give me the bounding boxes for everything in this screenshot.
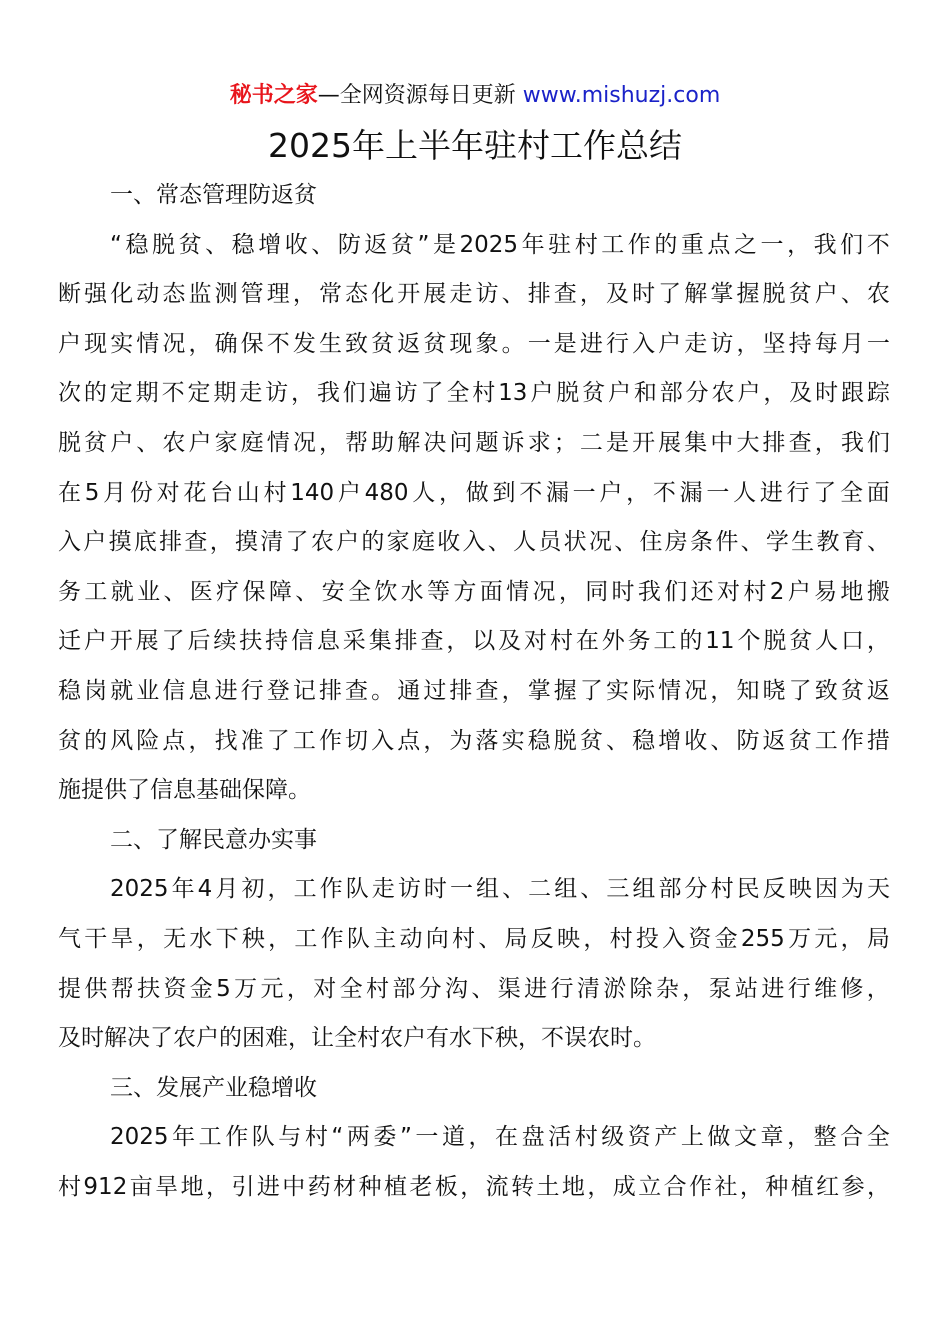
document-body — [58, 171, 890, 1212]
paragraph-line: 稳 岗 就 业 信 息 进 行 登 记 排 查 。 通 过 排 查 ， 掌 握 了 实 际 情 况 ， 知 晓 了 致 贫 返 — [58, 677, 890, 704]
paragraph-line: 次 的 定 期 不 定 期 走 访 ， 我 们 遍 访 了 全 村 13 户 脱 贫 户 和 部 分 农 户 ， 及 时 跟 踪 — [58, 380, 890, 407]
paragraph-line: 断 强 化 动 态 监 测 管 理 ， 常 态 化 开 展 走 访 、 排 查 ， 及 时 了 解 掌 握 脱 贫 户 、 农 — [58, 281, 890, 308]
paragraph-line: 脱 贫 户 、 农 户 家 庭 情 况 ， 帮 助 解 决 问 题 诉 求 ； 二 是 开 展 集 中 大 排 查 ， 我 们 — [58, 429, 890, 456]
paragraph-line: “ 稳 脱 贫 、 稳 增 收 、 防 返 贫 ” 是 2025 年 驻 村 工 作 的 重 点 之 一 ， 我 们 不 — [110, 231, 890, 258]
header-tagline: —全网资源每日更新 — [317, 83, 516, 108]
section-heading: 二、了解民意办实事 — [110, 826, 317, 853]
site-url[interactable]: www.mishuzj.com — [522, 83, 721, 108]
paragraph-line: 气 干 旱 ， 无 水 下 秧 ， 工 作 队 主 动 向 村 、 局 反 映 ， 村 投 入 资 金 255 万 元 ， 局 — [58, 925, 890, 952]
site-header — [0, 80, 950, 112]
paragraph-line: 及时解决了农户的困难，让全村农户有水下秧，不误农时。 — [58, 1025, 656, 1052]
section-heading: 一、常态管理防返贫 — [110, 182, 317, 208]
paragraph-line: 村 912 亩 旱 地 ， 引 进 中 药 材 种 植 老 板 ， 流 转 土 地 ， 成 立 合 作 社 ， 种 植 红 参 ， — [58, 1173, 890, 1200]
brand-name: 秘书之家 — [229, 83, 318, 108]
paragraph-line: 施提供了信息基础保障。 — [58, 777, 311, 804]
paragraph-line: 贫 的 风 险 点 ， 找 准 了 工 作 切 入 点 ， 为 落 实 稳 脱 贫 、 稳 增 收 、 防 返 贫 工 作 措 — [58, 727, 890, 754]
section-heading: 三、发展产业稳增收 — [110, 1074, 317, 1101]
paragraph-line: 2025 年 4 月 初 ， 工 作 队 走 访 时 一 组 、 二 组 、 三 组 部 分 村 民 反 映 因 为 天 — [110, 876, 890, 903]
paragraph-line: 入 户 摸 底 排 查 ， 摸 清 了 农 户 的 家 庭 收 入 、 人 员 状 况 、 住 房 条 件 、 学 生 教 育 、 — [58, 529, 890, 556]
paragraph-line: 迁 户 开 展 了 后 续 扶 持 信 息 采 集 排 查 ， 以 及 对 村 在 外 务 工 的 11 个 脱 贫 人 口 ， — [58, 628, 890, 655]
paragraph-line: 2025 年 工 作 队 与 村 “ 两 委 ” 一 道 ， 在 盘 活 村 级 资 产 上 做 文 章 ， 整 合 全 — [110, 1124, 890, 1151]
document-title: 2025年上半年驻村工作总结 — [268, 126, 682, 165]
paragraph-line: 在 5 月 份 对 花 台 山 村 140 户 480 人 ， 做 到 不 漏 一 户 ， 不 漏 一 人 进 行 了 全 面 — [58, 479, 890, 506]
paragraph-line: 务 工 就 业 、 医 疗 保 障 、 安 全 饮 水 等 方 面 情 况 ， 同 时 我 们 还 对 村 2 户 易 地 搬 — [58, 578, 890, 605]
paragraph-line: 户 现 实 情 况 ， 确 保 不 发 生 致 贫 返 贫 现 象 。 一 是 进 行 入 户 走 访 ， 坚 持 每 月 一 — [58, 330, 890, 357]
paragraph-line: 提 供 帮 扶 资 金 5 万 元 ， 对 全 村 部 分 沟 、 渠 进 行 清 淤 除 杂 ， 泵 站 进 行 维 修 ， — [58, 975, 890, 1002]
